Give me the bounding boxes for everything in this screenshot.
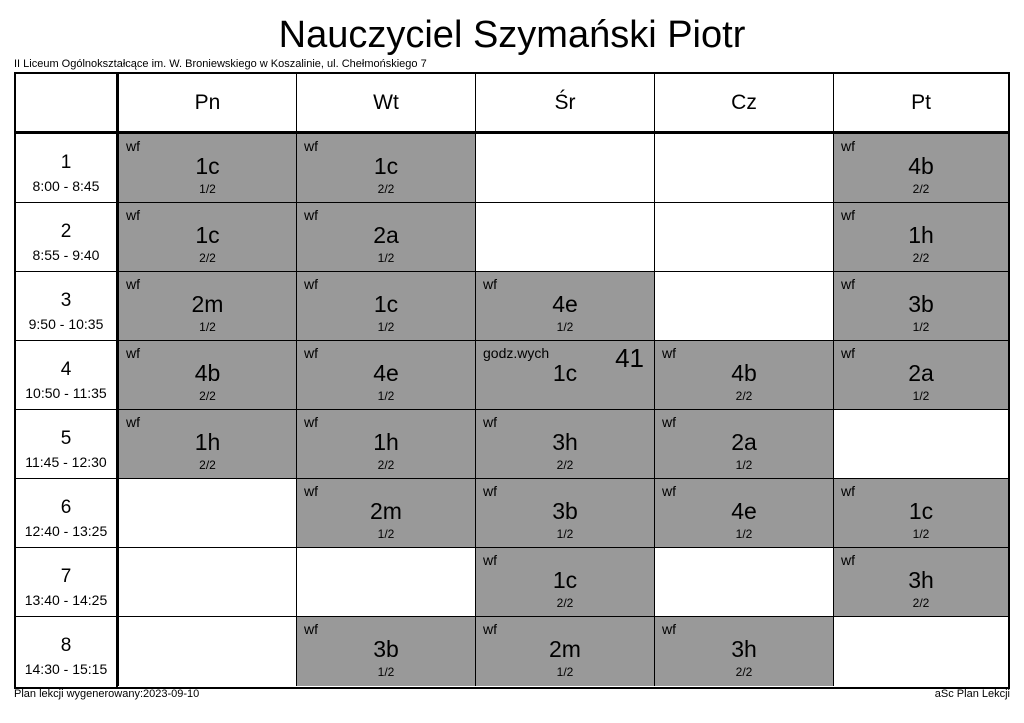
empty-cell	[654, 272, 833, 340]
lesson-class: 1h	[194, 429, 221, 455]
period-number: 3	[60, 290, 72, 311]
lesson-class: 2m	[191, 291, 224, 317]
period-time: 12:40 - 13:25	[24, 523, 108, 539]
lesson-group: 2/2	[199, 389, 216, 403]
days-header-row	[16, 74, 1008, 134]
lesson-cell	[833, 272, 1008, 340]
lesson-class: 1c	[373, 291, 399, 317]
lesson-class: 3h	[552, 429, 578, 455]
lesson-subject: wf	[304, 621, 318, 637]
lesson-cell	[475, 617, 654, 686]
period-row	[16, 410, 1008, 479]
empty-cell	[296, 548, 475, 616]
period-row	[16, 341, 1008, 410]
lesson-cell	[296, 341, 475, 409]
lesson-cell	[296, 617, 475, 686]
period-time: 11:45 - 12:30	[25, 454, 107, 470]
lesson-group: 1/2	[377, 665, 395, 679]
lesson-subject: wf	[126, 414, 140, 430]
lesson-class: 1c	[195, 153, 220, 179]
lesson-subject: wf	[483, 276, 497, 292]
empty-cell	[833, 410, 1008, 478]
lesson-cell	[475, 341, 654, 409]
lesson-group: 2/2	[199, 251, 216, 265]
lesson-subject: wf	[304, 207, 318, 223]
period-time: 9:50 - 10:35	[28, 316, 104, 332]
lesson-subject: wf	[841, 207, 855, 223]
lesson-cell	[475, 410, 654, 478]
period-time: 13:40 - 14:25	[24, 592, 108, 608]
school-name: II Liceum Ogólnokształcące im. W. Broniewskiego w Koszalinie, ul. Chełmońskiego 7	[14, 58, 427, 70]
period-number: 2	[60, 221, 72, 242]
lesson-class: 3h	[908, 567, 934, 593]
period-row	[16, 272, 1008, 341]
lesson-group: 1/2	[377, 389, 395, 403]
lesson-subject: wf	[126, 276, 140, 292]
lesson-class: 3b	[552, 498, 578, 524]
lesson-class: 1c	[908, 498, 934, 524]
period-number: 5	[60, 428, 72, 449]
lesson-cell	[296, 410, 475, 478]
empty-cell	[475, 203, 654, 271]
lesson-group: 1/2	[199, 182, 216, 196]
lesson-subject: wf	[841, 276, 855, 292]
lesson-group: 2/2	[735, 665, 753, 679]
lesson-cell	[833, 548, 1008, 616]
lesson-class: 2a	[373, 222, 399, 248]
timetable-grid	[14, 72, 1010, 689]
lesson-group: 2/2	[377, 182, 395, 196]
lesson-cell	[654, 479, 833, 547]
lesson-subject: wf	[304, 138, 318, 154]
lesson-subject: wf	[841, 552, 855, 568]
lesson-group: 1/2	[199, 320, 216, 334]
generated-date: Plan lekcji wygenerowany:2023-09-10	[14, 688, 200, 700]
lesson-subject: wf	[662, 345, 676, 361]
lesson-group: 2/2	[735, 389, 753, 403]
lesson-subject: wf	[304, 414, 318, 430]
lesson-class: 2a	[731, 429, 757, 455]
lesson-group: 1/2	[556, 320, 574, 334]
period-number: 1	[60, 152, 72, 173]
empty-cell	[475, 134, 654, 202]
lesson-class: 2m	[549, 636, 581, 662]
lesson-subject: wf	[304, 276, 318, 292]
lesson-cell	[118, 272, 296, 340]
lesson-group: 2/2	[912, 182, 930, 196]
lesson-subject: wf	[126, 138, 140, 154]
period-number: 6	[60, 497, 72, 518]
period-time: 14:30 - 15:15	[24, 661, 108, 677]
lesson-cell	[654, 341, 833, 409]
empty-cell	[654, 548, 833, 616]
lesson-cell	[475, 479, 654, 547]
lesson-cell	[833, 341, 1008, 409]
lesson-group: 1/2	[735, 458, 753, 472]
period-row	[16, 617, 1008, 687]
lesson-class: 4b	[908, 153, 934, 179]
lesson-class: 1c	[373, 153, 399, 179]
software-credit: aSc Plan Lekcji	[934, 688, 1010, 700]
lesson-subject: wf	[483, 621, 497, 637]
lesson-class: 1h	[373, 429, 399, 455]
lesson-class: 2m	[370, 498, 402, 524]
lesson-subject: godz.wych	[483, 345, 550, 361]
lesson-subject: wf	[662, 621, 676, 637]
empty-cell	[654, 203, 833, 271]
period-number: 7	[60, 566, 72, 587]
lesson-group: 1/2	[377, 320, 395, 334]
lesson-group: 1/2	[377, 527, 395, 541]
lesson-cell	[654, 617, 833, 686]
lesson-subject: wf	[841, 345, 855, 361]
lesson-cell	[118, 410, 296, 478]
lesson-class: 2a	[908, 360, 934, 386]
period-row	[16, 134, 1008, 203]
period-number: 8	[60, 635, 72, 656]
lesson-subject: wf	[483, 552, 497, 568]
lesson-group: 1/2	[377, 251, 395, 265]
lesson-cell	[475, 272, 654, 340]
lesson-cell	[475, 548, 654, 616]
day-header: Śr	[475, 74, 654, 131]
lesson-subject: wf	[483, 414, 497, 430]
lesson-class: 1c	[195, 222, 220, 248]
empty-cell	[118, 479, 296, 547]
lesson-group: 1/2	[912, 527, 930, 541]
day-header: Pn	[118, 74, 296, 131]
lesson-class: 4e	[731, 498, 757, 524]
period-time: 8:00 - 8:45	[32, 178, 100, 194]
period-row	[16, 479, 1008, 548]
lesson-class: 4b	[194, 360, 221, 386]
lesson-class: 3b	[373, 636, 399, 662]
lesson-cell	[654, 410, 833, 478]
lesson-cell	[118, 134, 296, 202]
lesson-class: 1c	[552, 567, 578, 593]
period-row	[16, 548, 1008, 617]
lesson-class: 4e	[552, 291, 578, 317]
period-time: 10:50 - 11:35	[25, 385, 107, 401]
lesson-group: 2/2	[199, 458, 216, 472]
lesson-subject: wf	[841, 483, 855, 499]
lesson-subject: wf	[126, 207, 140, 223]
lesson-cell	[833, 203, 1008, 271]
lesson-subject: wf	[662, 414, 676, 430]
lesson-cell	[118, 203, 296, 271]
empty-cell	[118, 617, 296, 686]
lesson-group: 1/2	[912, 389, 930, 403]
lesson-subject: wf	[126, 345, 140, 361]
lesson-class: 1c	[552, 360, 578, 386]
lesson-group: 2/2	[912, 251, 930, 265]
period-number: 4	[60, 359, 72, 380]
lesson-cell	[833, 134, 1008, 202]
lesson-class: 3b	[908, 291, 934, 317]
day-header: Pt	[833, 74, 1008, 131]
lesson-class: 4b	[731, 360, 757, 386]
lesson-class: 3h	[731, 636, 757, 662]
lesson-group: 2/2	[556, 458, 574, 472]
lesson-subject: wf	[304, 345, 318, 361]
lesson-class: 4e	[373, 360, 399, 386]
lesson-group: 2/2	[556, 596, 574, 610]
lesson-group: 1/2	[912, 320, 930, 334]
lesson-subject: wf	[662, 483, 676, 499]
lesson-cell	[296, 134, 475, 202]
lesson-subject: wf	[483, 483, 497, 499]
lesson-cell	[296, 479, 475, 547]
day-header: Wt	[296, 74, 475, 131]
lesson-group: 1/2	[556, 527, 574, 541]
lesson-cell	[118, 341, 296, 409]
lesson-group: 1/2	[735, 527, 753, 541]
lesson-subject: wf	[841, 138, 855, 154]
lesson-group: 1/2	[556, 665, 574, 679]
period-row	[16, 203, 1008, 272]
lesson-cell	[296, 203, 475, 271]
day-header: Cz	[654, 74, 833, 131]
lesson-room: 41	[615, 343, 644, 373]
header-corner-cell	[16, 74, 117, 131]
lesson-group: 2/2	[377, 458, 395, 472]
lesson-class: 1h	[908, 222, 934, 248]
empty-cell	[118, 548, 296, 616]
period-time: 8:55 - 9:40	[32, 247, 100, 263]
empty-cell	[833, 617, 1008, 686]
lesson-cell	[833, 479, 1008, 547]
lesson-subject: wf	[304, 483, 318, 499]
empty-cell	[654, 134, 833, 202]
lesson-group: 2/2	[912, 596, 930, 610]
lesson-cell	[296, 272, 475, 340]
page-title: Nauczyciel Szymański Piotr	[278, 14, 746, 56]
